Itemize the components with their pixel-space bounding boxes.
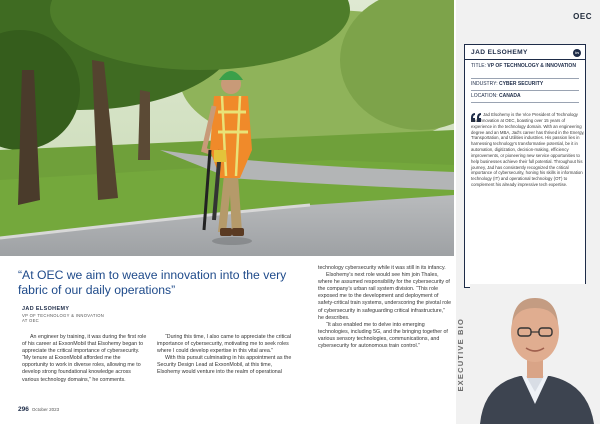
author-title-line2: AT OEC xyxy=(22,318,40,324)
bio-field-rule xyxy=(471,90,579,91)
bio-title-value: VP OF TECHNOLOGY & INNOVATION xyxy=(487,63,576,69)
bio-title-key: TITLE: xyxy=(471,63,487,69)
paragraph: With this pursuit culminating in his appointment as the Security Design Lead at ExxonMobil, at this time, Elsohemy would venture into the realm of operational xyxy=(157,355,292,376)
bio-industry-key: INDUSTRY: xyxy=(471,81,498,87)
author-name: JAD ELSOHEMY xyxy=(22,306,70,312)
bio-text: Jad Elsohemy is the Vice President of Technology and Innovation at OEC, boasting over 15 years of experience in the technology domain. With an engineering degree and an MBA, Jad's career has thrived in the Energy, Transportation, and Utilities industries. His passion lies in harnessing technology's transformative potential, be it in automation, digitization, decision-making, efficiency improvements, or pioneering new service opportunities to help businesses achieve their full potential. Throughout his journey, Jad has consistently recognized the critical importance of cybersecurity, honing his skills in information technology (IT) and operational technology (OT) to complement his already impressive tech expertise. xyxy=(471,112,585,188)
issue-date: October 2023 xyxy=(31,407,60,412)
bio-field-rule xyxy=(471,78,579,79)
executive-bio-text: EXECUTIVE BIO xyxy=(456,318,465,392)
bio-field-rule xyxy=(471,102,579,103)
bio-location-key: LOCATION: xyxy=(471,93,498,99)
pull-quote: “At OEC we aim to weave innovation into the very fabric of our daily operations” xyxy=(18,268,287,297)
bio-location-field xyxy=(471,93,581,99)
paragraph: “During this time, I also came to appreciate the critical importance of cybersecurity, motivating me to seek roles where I could develop expertise in this vital area.” xyxy=(157,334,292,355)
bio-title-field xyxy=(471,63,581,69)
bio-card xyxy=(464,44,586,288)
paragraph: technology cybersecurity while it was still in its infancy. xyxy=(318,265,446,271)
article-column-3 xyxy=(318,265,452,350)
author-title xyxy=(22,313,104,323)
article-column-2 xyxy=(157,334,295,377)
in-badge-icon: in xyxy=(573,49,581,57)
bio-location-value: CANADA xyxy=(498,93,521,99)
brand-logo: OEC xyxy=(573,12,592,21)
author-title-line1: VP OF TECHNOLOGY & INNOVATION xyxy=(22,313,105,318)
hero-photo xyxy=(0,0,454,256)
article-column-1 xyxy=(22,334,148,384)
page-folio xyxy=(18,406,59,413)
paragraph: Elsohemy’s next role would see him join Thales, where he assumed responsibility for the cybersecurity of the company’s urban rail system division. “This role exposed me to the development and deployment of safety-critical train systems, underscoring the pivotal role of cybersecurity in safeguarding critical infrastructure,” he describes. xyxy=(318,272,452,321)
hero-photo-illustration xyxy=(0,0,454,256)
page-number: 296 xyxy=(18,406,29,413)
bio-name: JAD ELSOHEMY xyxy=(471,49,528,56)
paragraph: An engineer by training, it was during the first role of his career at ExxonMobil that Elsohemy began to appreciate the critical importance of cybersecurity. “My tenure at ExxonMobil afforded me the opportunity to work in diverse roles, allowing me to develop strong foundational knowledge across various technology domains,” he comments. xyxy=(22,334,147,383)
bio-divider xyxy=(465,59,585,60)
bio-industry-field xyxy=(471,81,581,87)
paragraph: “It also enabled me to delve into emerging technologies, including 5G, and the bringing together of various sensory technologies, communications, and cybersecurity for autonomous train control.” xyxy=(318,321,448,350)
headshot-photo xyxy=(470,284,600,424)
bio-industry-value: CYBER SECURITY xyxy=(498,81,544,87)
headshot-illustration xyxy=(470,284,600,424)
executive-bio-label xyxy=(456,318,470,418)
